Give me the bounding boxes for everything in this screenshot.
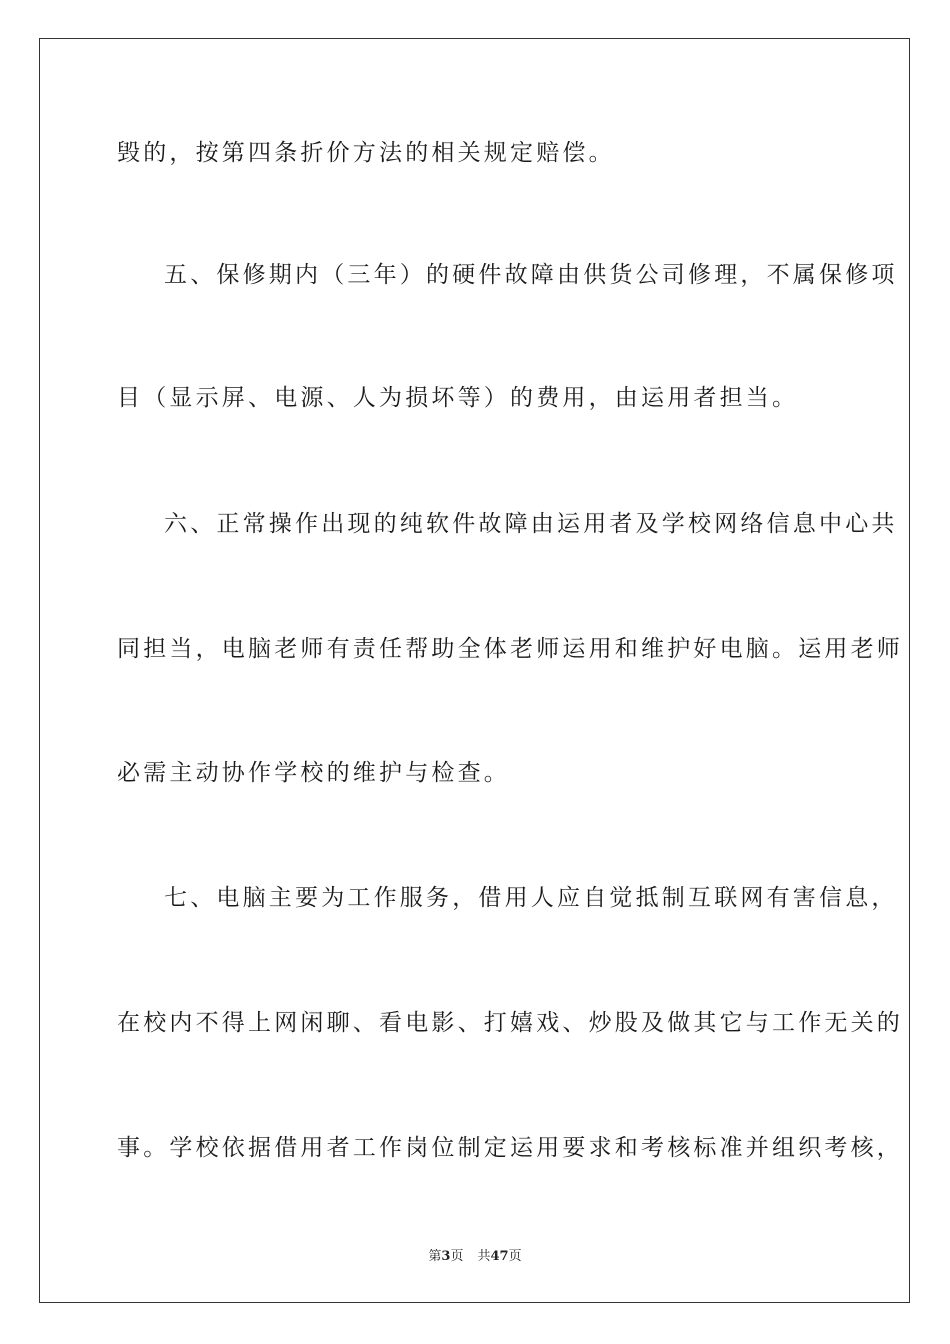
page-footer <box>0 1248 950 1266</box>
page-number: 3 <box>441 1249 451 1264</box>
body-text-line: 目（显示屏、电源、人为损坏等）的费用，由运用者担当。 <box>117 385 799 411</box>
body-text-line: 六、正常操作出现的纯软件故障由运用者及学校网络信息中心共 <box>164 511 898 537</box>
page-suffix: 页 <box>450 1249 464 1264</box>
body-text-line: 七、电脑主要为工作服务，借用人应自觉抵制互联网有害信息， <box>164 885 898 911</box>
total-prefix: 共 <box>477 1249 491 1264</box>
body-text-line: 五、保修期内（三年）的硬件故障由供货公司修理，不属保修项 <box>164 262 898 288</box>
body-text-line: 必需主动协作学校的维护与检查。 <box>117 760 510 786</box>
body-text-line: 同担当，电脑老师有责任帮助全体老师运用和维护好电脑。运用老师 <box>117 636 903 662</box>
total-pages: 47 <box>490 1249 509 1264</box>
body-text-line: 毁的，按第四条折价方法的相关规定赔偿。 <box>117 140 615 166</box>
total-suffix: 页 <box>508 1249 522 1264</box>
page-border <box>39 38 910 1303</box>
body-text-line: 在校内不得上网闲聊、看电影、打嬉戏、炒股及做其它与工作无关的 <box>117 1010 903 1036</box>
body-text-line: 事。学校依据借用者工作岗位制定运用要求和考核标准并组织考核， <box>117 1135 903 1161</box>
page-prefix: 第 <box>428 1249 442 1264</box>
